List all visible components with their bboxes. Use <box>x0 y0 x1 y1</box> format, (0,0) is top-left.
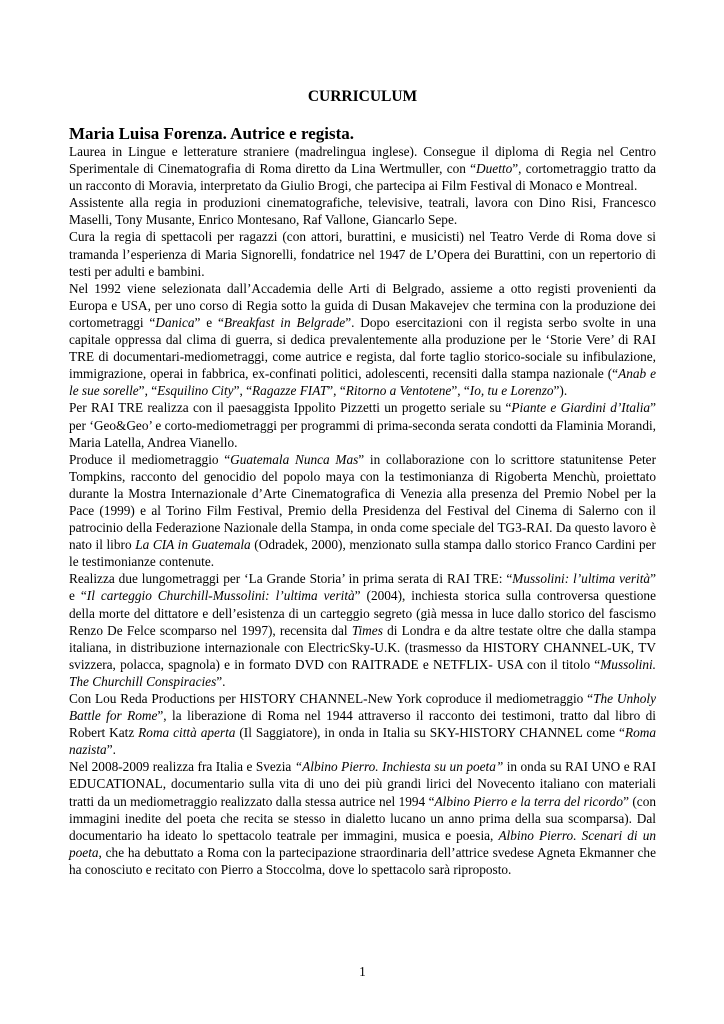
paragraph-text: ”. <box>106 742 116 758</box>
paragraph <box>69 758 656 878</box>
paragraph-text: Per RAI TRE realizza con il paesaggista Ippolito Pizzetti un progetto seriale su “ <box>69 400 512 416</box>
italic-title-text: Esquilino City <box>157 383 234 399</box>
paragraph <box>69 143 656 194</box>
document-page <box>69 0 656 1024</box>
italic-title-text: Albino Pierro. Scenari di un poeta <box>69 827 656 860</box>
italic-title-text: “Albino Pierro. Inchiesta su un poeta” <box>294 759 504 775</box>
italic-title-text: Guatemala Nunca Mas <box>230 451 359 467</box>
paragraph-text: in onda su RAI UNO e RAI EDUCATIONAL, documentario sulla vita di uno dei più grandi lirici del Novecento italiano con materiali tratti da un mediometraggio realizzato dalla stessa autrice nel 1994 “ <box>69 759 656 809</box>
italic-title-text: Mussolini: l’ultima verità <box>512 571 651 587</box>
italic-title-text: Io, tu e Lorenzo <box>469 383 554 399</box>
italic-title-text: Times <box>351 622 383 638</box>
paragraph-text: ” e “ <box>194 314 224 330</box>
italic-title-text: Anab e le sue sorelle <box>69 366 656 399</box>
paragraph <box>69 690 656 758</box>
paragraph-text: ”). <box>553 383 568 399</box>
document-subtitle: Maria Luisa Forenza. Autrice e regista. <box>69 124 355 143</box>
paragraph-text: Cura la regia di spettacoli per ragazzi (con attori, burattini, e musicisti) nel Teatro Verde di Roma dove si tramanda l’esperienza di Maria Signorelli, fondatrice nel 1947 de L’Opera dei Burattini, con un repertorio di testi per adulti e bambini. <box>69 229 656 279</box>
paragraph-text: Con Lou Reda Productions per HISTORY CHANNEL-New York coproduce il mediometraggio “ <box>69 691 594 706</box>
paragraph-text: ”, “ <box>233 383 253 399</box>
paragraph-text: ” (con immagini inedite del poeta che recita se stesso in dialetto lucano un anno prima della sua scomparsa). Dal documentario ha ideato lo spettacolo teatrale per immagini, musica e poesia, <box>69 793 656 843</box>
paragraph-text: ”, “ <box>451 383 470 399</box>
italic-title-text: Roma nazista <box>69 725 656 758</box>
paragraph-text: , che ha debuttato a Roma con la partecipazione straordinaria dell’attrice svedese Agneta Ekmanner che ha conosciuto e recitato con Pierro a Stoccolma, dove lo spettacolo sarà riproposto. <box>69 844 656 877</box>
italic-title-text: Piante e Giardini d’Italia <box>511 400 651 416</box>
paragraph-text: (Il Saggiatore), in onda in Italia su SKY-HISTORY CHANNEL come “ <box>235 725 625 741</box>
italic-title-text: Ritorno a Ventotene <box>345 383 452 399</box>
italic-title-text: Ragazze FIAT <box>252 383 328 399</box>
paragraph <box>69 451 656 571</box>
paragraph-text: Produce il mediometraggio “ <box>69 451 231 467</box>
paragraph-text: ” (2004), inchiesta storica sulla controversa questione della morte del dittatore e dell’esistenza di un carteggio segreto (già messa in luce dallo storico del fascismo Renzo De Felce scomparso nel 1997), recensita dal <box>69 588 656 638</box>
paragraph-text: (Odradek, 2000), menzionato sulla stampa dallo storico Franco Cardini per le testimonianze contenute. <box>69 537 656 570</box>
paragraph-text: ”. Dopo esercitazioni con il regista serbo svolte in una capitale oppressa dal clima di guerra, si dedica prevalentemente alla produzione per le ‘Storie Vere’ di RAI TRE di documentari-mediometraggi, come autrice e regista, dal forte taglio storico-sociale su infibulazione, immigrazione, operai in fabbrica, ex-confinati politici, adolescenti, recensiti dalla stampa nazionale (“ <box>69 314 656 382</box>
italic-title-text: La CIA in Guatemala <box>135 537 251 553</box>
paragraph-text: Nel 1992 viene selezionata dall’Accademia delle Arti di Belgrado, assieme a otto registi provenienti da Europa e USA, per uno corso di Regia sotto la guida di Dusan Makavejev che termina con la produzione dei cortometraggi “ <box>69 280 656 330</box>
italic-title-text: Mussolini. The Churchill Conspiracies <box>69 656 656 689</box>
paragraph <box>69 194 656 228</box>
paragraph-text: ”, cortometraggio tratto da un racconto di Moravia, interpretato da Giulio Brogi, che partecipa ai Film Festival di Monaco e Montreal. <box>69 161 656 194</box>
paragraph-text: Realizza due lungometraggi per ‘La Grande Storia’ in prima serata di RAI TRE: “ <box>69 571 513 587</box>
italic-title-text: Duetto <box>476 161 513 177</box>
paragraph-text: ”, “ <box>138 383 158 399</box>
paragraph-text: ” in collaborazione con lo scrittore statunitense Peter Tompkins, racconto del genocidio del popolo maya con la testimonianza di Rigoberta Menchù, proiettato durante la Mostra Internazionale d’Arte Cinematografica di Venezia alla presenza del Premio Nobel per la Pace (1999) e al Torino Film Festival, Premio della Presidenza del Festival del Cinema di Salerno con il patrocinio della Federazione Nazionale della Stampa, in onda come speciale del TG3-RAI. Da questo lavoro è nato il libro <box>69 451 657 553</box>
italic-title-text: Breakfast in Belgrade <box>223 314 346 330</box>
paragraph-text: ”, “ <box>327 383 346 399</box>
document-title: CURRICULUM <box>307 88 418 105</box>
paragraph <box>69 570 656 690</box>
paragraph <box>69 280 656 400</box>
italic-title-text: Roma città aperta <box>138 725 236 741</box>
page-number: 1 <box>359 964 366 979</box>
paragraph-text: ” e “ <box>69 571 656 604</box>
document-body <box>69 143 656 878</box>
paragraph-text: Nel 2008-2009 realizza fra Italia e Svezia <box>69 759 295 775</box>
paragraph-text: ”. <box>216 673 226 689</box>
paragraph-text: di Londra e da altre testate oltre che dalla stampa italiana, in distribuzione internazionale con ElectricSky-U.K. (trasmesso da HISTORY CHANNEL-UK, TV svizzera, polacca, spagnola) e in formato DVD con RAITRADE e NETFLIX- USA con il titolo “ <box>69 622 656 672</box>
paragraph <box>69 399 656 450</box>
italic-title-text: The Unholy Battle for Rome <box>69 691 656 724</box>
italic-title-text: Danica <box>155 314 195 330</box>
paragraph-text: Laurea in Lingue e letterature straniere (madrelingua inglese). Consegue il diploma di Regia nel Centro Sperimentale di Cinematografia di Roma diretto da Lina Wertmuller, con “ <box>69 144 656 177</box>
paragraph <box>69 228 656 279</box>
paragraph-text: ” per ‘Geo&Geo’ e corto-mediometraggi per programmi di prima-seconda serata condotti da Flaminia Morandi, Maria Latella, Andrea Vianello. <box>69 400 656 450</box>
italic-title-text: Il carteggio Churchill-Mussolini: l’ultima verità <box>86 588 355 604</box>
paragraph-text: Assistente alla regia in produzioni cinematografiche, televisive, teatrali, lavora con Dino Risi, Francesco Maselli, Tony Musante, Enrico Montesano, Raf Vallone, Giancarlo Sepe. <box>69 195 656 228</box>
paragraph-text: ”, la liberazione di Roma nel 1944 attraverso il racconto dei testimoni, tratto dal libro di Robert Katz <box>69 708 656 741</box>
italic-title-text: Albino Pierro e la terra del ricordo <box>434 793 624 809</box>
